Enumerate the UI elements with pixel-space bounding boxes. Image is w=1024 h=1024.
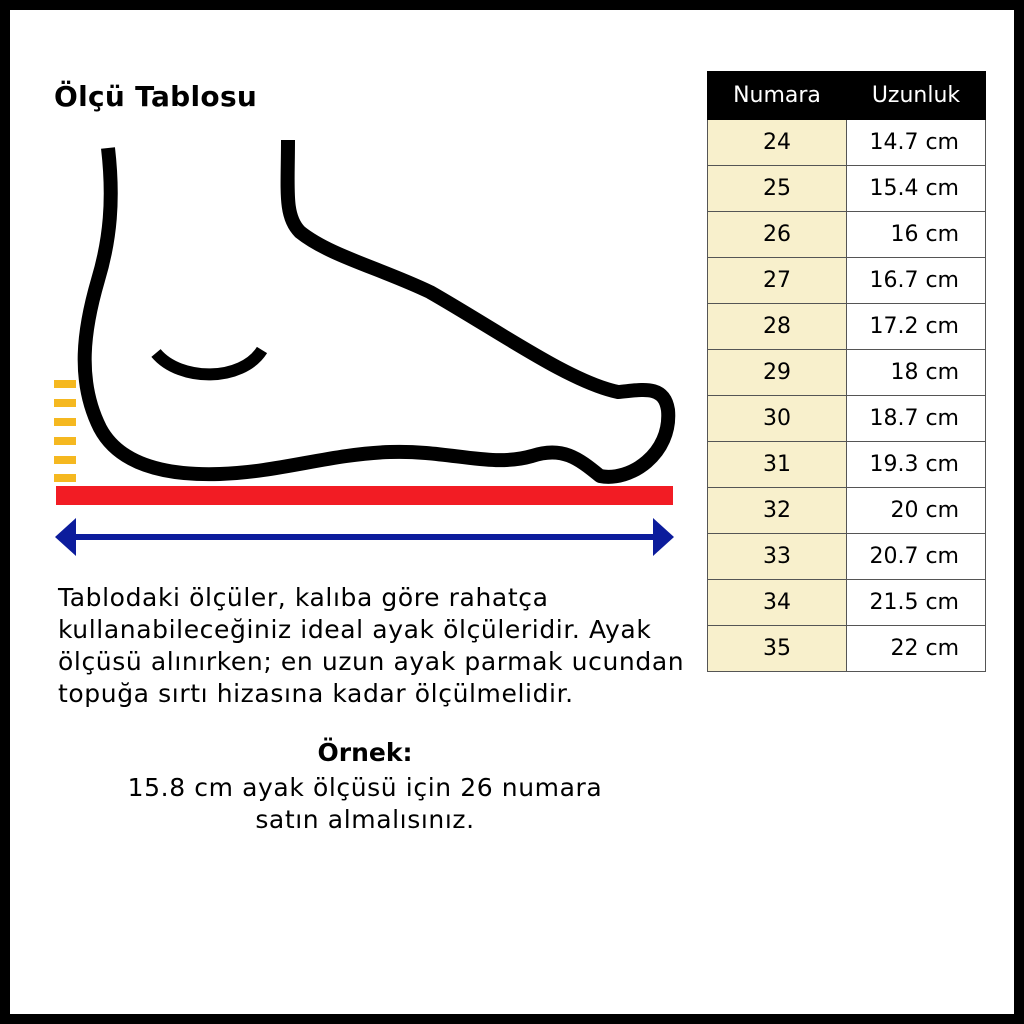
- size-number: 30: [708, 396, 847, 442]
- page-title: Ölçü Tablosu: [54, 80, 258, 113]
- table-row: [708, 488, 986, 534]
- size-number: 27: [708, 258, 847, 304]
- size-number: 31: [708, 442, 847, 488]
- foot-side-view-icon: [85, 140, 669, 477]
- heel-height-marks: [54, 380, 76, 482]
- size-length: 22 cm: [847, 626, 986, 672]
- size-number: 26: [708, 212, 847, 258]
- size-number: 28: [708, 304, 847, 350]
- table-row: [708, 396, 986, 442]
- table-row: [708, 212, 986, 258]
- header-length: Uzunluk: [847, 72, 986, 120]
- size-length: 16.7 cm: [847, 258, 986, 304]
- size-length: 19.3 cm: [847, 442, 986, 488]
- table-row: [708, 442, 986, 488]
- ground-line: [56, 486, 673, 505]
- table-row: [708, 534, 986, 580]
- header-number: Numara: [708, 72, 847, 120]
- size-length: 17.2 cm: [847, 304, 986, 350]
- table-row: [708, 120, 986, 166]
- size-number: 34: [708, 580, 847, 626]
- table-row: [708, 626, 986, 672]
- example-text: 15.8 cm ayak ölçüsü için 26 numara satın almalısınız.: [127, 773, 603, 834]
- size-number: 35: [708, 626, 847, 672]
- measurement-description: Tablodaki ölçüler, kalıba göre rahatça kullanabileceğiniz ideal ayak ölçüleridir. Ayak ölçüsü alınırken; en uzun ayak parmak ucundan topuğa sırtı hizasına kadar ölçülmelidir.: [58, 583, 685, 708]
- size-length: 20 cm: [847, 488, 986, 534]
- table-row: [708, 580, 986, 626]
- size-number: 33: [708, 534, 847, 580]
- size-length: 18.7 cm: [847, 396, 986, 442]
- size-table: [707, 71, 986, 672]
- table-row: [708, 258, 986, 304]
- size-table-header: [708, 72, 986, 120]
- size-number: 25: [708, 166, 847, 212]
- double-arrow-icon: [55, 518, 674, 556]
- size-length: 21.5 cm: [847, 580, 986, 626]
- size-length: 16 cm: [847, 212, 986, 258]
- size-length: 18 cm: [847, 350, 986, 396]
- size-length: 14.7 cm: [847, 120, 986, 166]
- table-row: [708, 350, 986, 396]
- size-length: 20.7 cm: [847, 534, 986, 580]
- size-length: 15.4 cm: [847, 166, 986, 212]
- table-row: [708, 166, 986, 212]
- size-number: 32: [708, 488, 847, 534]
- size-number: 24: [708, 120, 847, 166]
- size-number: 29: [708, 350, 847, 396]
- example-title: Örnek:: [317, 738, 413, 767]
- foot-measure-illustration: [50, 135, 680, 565]
- table-row: [708, 304, 986, 350]
